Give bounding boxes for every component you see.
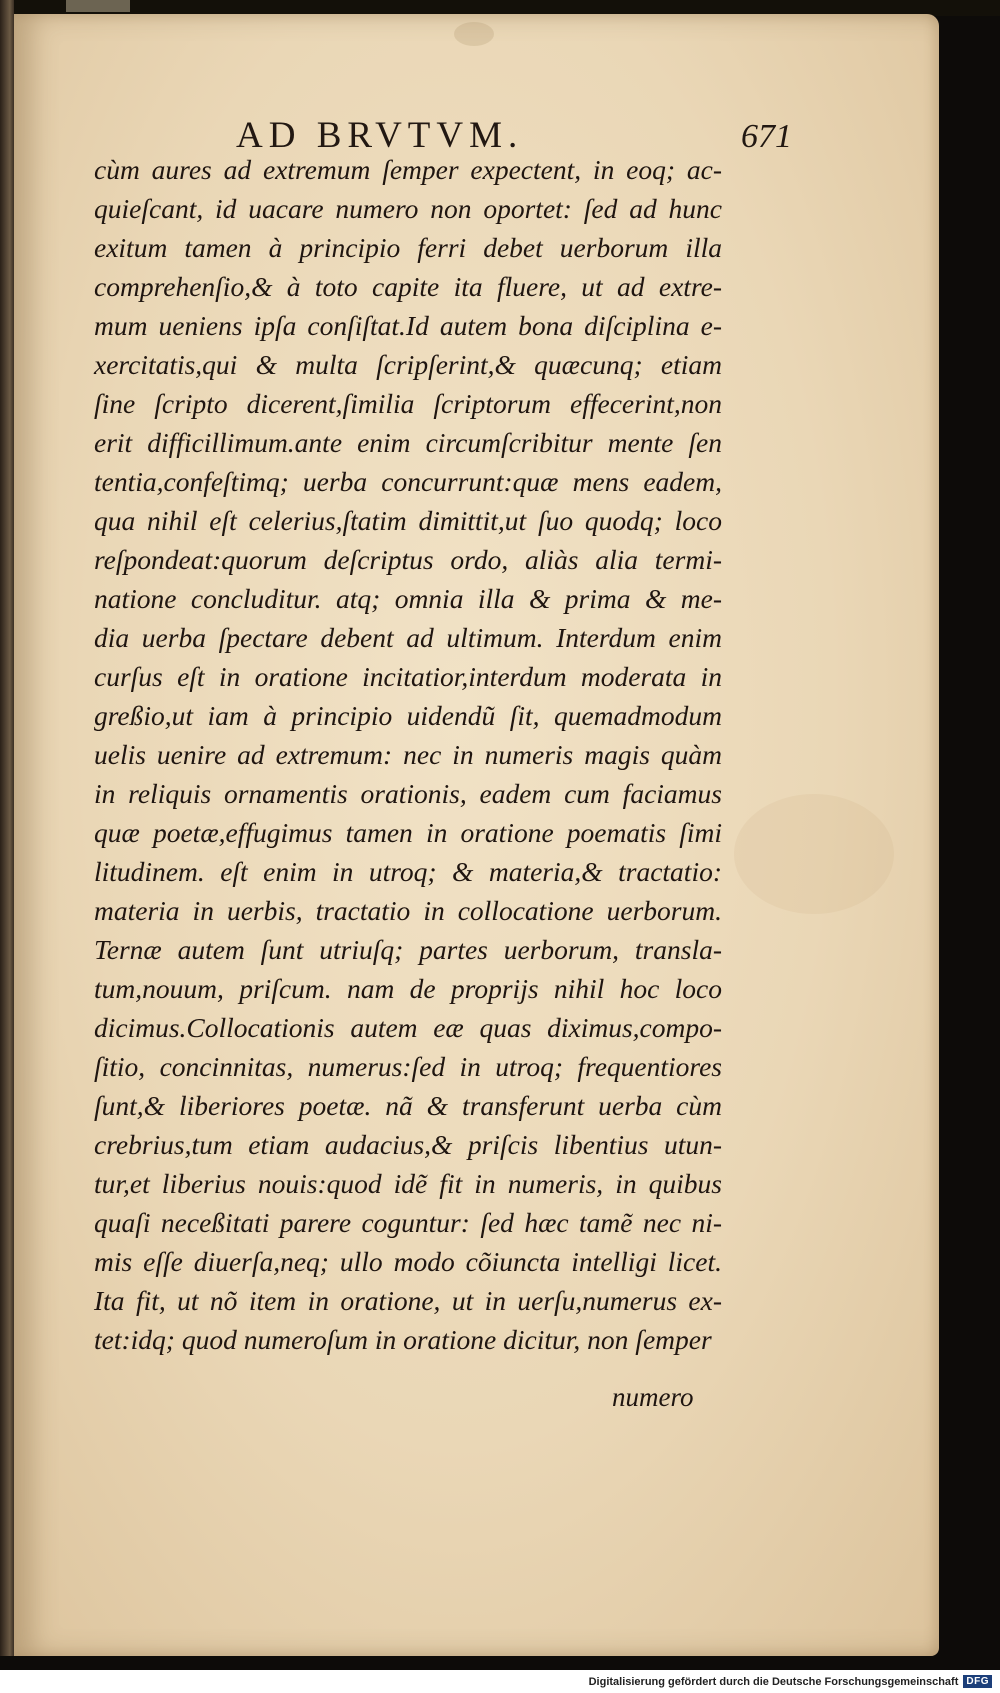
catchword: numero [612, 1382, 694, 1412]
text-line: erit difficillimum.ante enim circumſcribitur mente ſen [94, 427, 722, 458]
text-line: reſpondeat:quorum deſcriptus ordo, aliàs alia termi- [94, 544, 722, 575]
funding-credit: Digitalisierung gefördert durch die Deutsche Forschungsgemeinschaft [588, 1675, 959, 1688]
text-line: mum ueniens ipſa conſiſtat.Id autem bona diſciplina e- [94, 310, 722, 341]
text-line: mis eſſe diuerſa,neq; ullo modo cõiuncta intelligi licet. [94, 1246, 722, 1277]
text-line: quaſi neceßitati parere coguntur: ſed hæc tamẽ nec ni- [94, 1207, 722, 1238]
text-line: materia in uerbis, tractatio in collocatione uerborum. [94, 895, 722, 926]
text-line: litudinem. eſt enim in utroq; & materia,& tractatio: [94, 856, 722, 887]
text-line: qua nihil eſt celerius,ſtatim dimittit,ut ſuo quodq; loco [94, 505, 722, 536]
text-line: greßio,ut iam à principio uidendũ ſit, quemadmodum [94, 700, 722, 731]
page-number: 671 [741, 118, 792, 155]
text-line: dicimus.Collocationis autem eæ quas diximus,compo- [94, 1012, 722, 1043]
text-line: natione concluditur. atq; omnia illa & prima & me- [94, 583, 722, 614]
text-line: cùm aures ad extremum ſemper expectent, in eoq; ac- [94, 154, 722, 185]
text-line: in reliquis ornamentis orationis, eadem cum faciamus [94, 778, 722, 809]
text-line: comprehenſio,& à toto capite ita fluere, ut ad extre- [94, 271, 722, 302]
running-head: AD BRVTVM. [236, 115, 524, 156]
dfg-logo: DFG [963, 1675, 992, 1688]
book-spine-edge [0, 0, 14, 1670]
text-line: exitum tamen à principio ferri debet uerborum illa [94, 232, 722, 263]
text-line: Ita fit, ut nõ item in oratione, ut in uerſu,numerus ex- [94, 1285, 722, 1316]
text-line: ſunt,& liberiores poetæ. nã & transferunt uerba cùm [94, 1090, 722, 1121]
text-line: tur,et liberius nouis:quod idẽ fit in numeris, in quibus [94, 1168, 722, 1199]
text-line: quieſcant, id uacare numero non oportet: ſed ad hunc [94, 193, 722, 224]
digitization-footer [0, 1670, 1000, 1693]
binding-tape [66, 0, 130, 12]
text-line: xercitatis,qui & multa ſcripſerint,& quæcunq; etiam [94, 349, 722, 380]
body-text [94, 150, 722, 1359]
scan-background-bottom [0, 1656, 1000, 1670]
text-line: tentia,confeſtimq; uerba concurrunt:quæ mens eadem, [94, 466, 722, 497]
text-line: dia uerba ſpectare debent ad ultimum. Interdum enim [94, 622, 722, 653]
text-line: quæ poetæ,effugimus tamen in oratione poematis ſimi [94, 817, 722, 848]
text-line: curſus eſt in oratione incitatior,interdum moderata in [94, 661, 722, 692]
page-stain [734, 794, 894, 914]
text-line: tum,nouum, priſcum. nam de proprijs nihil hoc loco [94, 973, 722, 1004]
text-line: Ternæ autem ſunt utriuſq; partes uerborum, transla- [94, 934, 722, 965]
text-line: ſine ſcripto dicerent,ſimilia ſcriptorum effecerint,non [94, 388, 722, 419]
text-line: crebrius,tum etiam audacius,& priſcis libentius utun- [94, 1129, 722, 1160]
text-line: ſitio, concinnitas, numerus:ſed in utroq; frequentiores [94, 1051, 722, 1082]
text-line: uelis uenire ad extremum: nec in numeris magis quàm [94, 739, 722, 770]
page-stain [454, 22, 494, 46]
text-line: tet:idq; quod numeroſum in oratione dicitur, non ſemper [94, 1324, 712, 1355]
